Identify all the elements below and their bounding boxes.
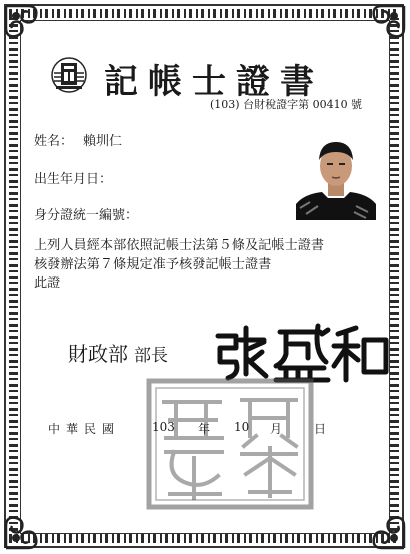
certificate-body (34, 236, 384, 293)
name-label: 姓名： (34, 134, 74, 149)
corner-ornament-bottom-left (2, 512, 42, 552)
national-id-label: 身分證統一編號： (34, 208, 139, 223)
date-year-unit: 年 (198, 422, 211, 436)
corner-ornament-top-right (368, 2, 408, 42)
certificate-title: 記帳士證書 (104, 62, 324, 102)
date-day-unit: 日 (314, 422, 327, 436)
date-era: 中華民國 (48, 422, 121, 436)
date-month-unit: 月 (270, 422, 283, 436)
holder-photo (296, 132, 376, 220)
certificate-number: (103) 台財稅證字第 00410 號 (210, 98, 363, 111)
official-seal (146, 378, 314, 510)
date-month: 10 (234, 420, 250, 434)
issuer-title: 部長 (134, 346, 168, 366)
birth-date-label: 出生年月日： (34, 172, 113, 187)
body-line-3: 此證 (34, 276, 61, 291)
ministry-emblem-icon (50, 56, 88, 94)
issuer-line (68, 338, 168, 367)
minister-signature (210, 318, 390, 384)
corner-ornament-top-left (2, 2, 42, 42)
name-value: 賴圳仁 (83, 134, 123, 149)
issuer-name: 財政部 (68, 342, 128, 366)
body-line-2: 核發辦法第７條規定准予核發記帳士證書 (34, 257, 272, 272)
issue-date (48, 420, 348, 438)
corner-ornament-bottom-right (368, 512, 408, 552)
name-row (34, 130, 122, 149)
body-line-1: 上列人員經本部依照記帳士法第５條及記帳士證書 (34, 238, 325, 253)
date-year: 103 (152, 420, 175, 434)
